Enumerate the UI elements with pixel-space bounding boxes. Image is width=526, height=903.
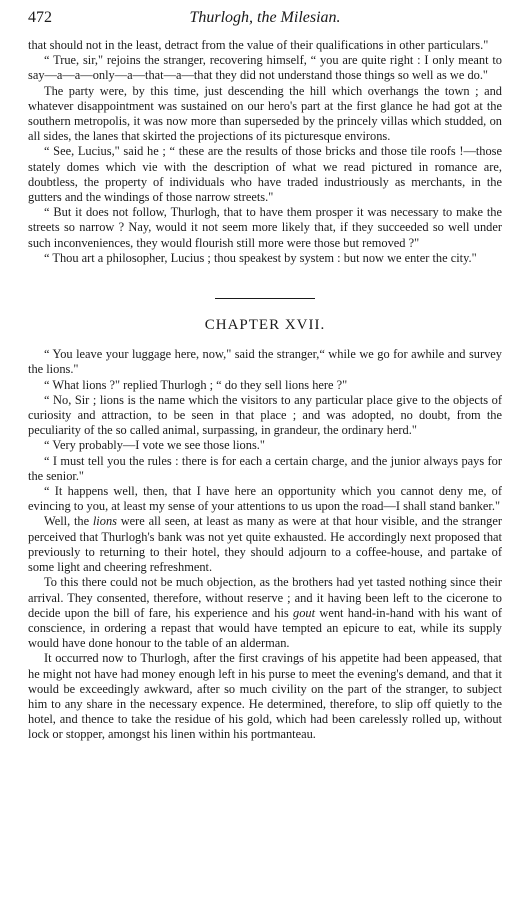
italic-word: gout <box>293 605 316 620</box>
text-span: Well, the <box>44 514 93 529</box>
paragraph: “ What lions ?" replied Thurlogh ; “ do they sell lions here ?" <box>44 377 348 392</box>
italic-word: lions <box>92 514 117 529</box>
paragraph <box>28 514 502 575</box>
page-number: 472 <box>28 9 52 26</box>
paragraph: “ Very probably—I vote we see those lions." <box>44 438 265 453</box>
chapter-text <box>28 347 502 742</box>
chapter-heading: CHAPTER XVII. <box>204 317 326 334</box>
text-span: were all seen, at least as many as were at that hour visible, and the stranger perceived that Thurlogh's bank was not yet quite exhausted. He accordingly next proposed that previously to returning to their hotel, they should adjourn to a coffee-house, and partake of some light and cheering refreshment. <box>28 514 502 575</box>
paragraph: “ It happens well, then, that I have here an opportunity which you cannot deny me, of evincing to you, at least my sense of your attentions to us upon the road—I shall stand banker." <box>28 484 502 514</box>
paragraph: “ But it does not follow, Thurlogh, that to have them prosper it was necessary to make the streets so narrow ? Nay, would it not seem more likely that, if they succeeded so well under such inconveniences, they would flourish still more were those but removed ?" <box>28 205 502 250</box>
paragraph: “ I must tell you the rules : there is for each a certain charge, and the junior always pays for the senior." <box>28 453 502 483</box>
paragraph: “ See, Lucius," said he ; “ these are the results of those bricks and those tile roofs !—those stately domes which vie with the description of what we read pictured in romance are, doubtless, the property of individuals who have traded industriously as merchants, in the gutters and the windings of those narrow streets." <box>28 144 502 205</box>
section-divider <box>28 288 502 306</box>
book-page <box>28 10 502 743</box>
paragraph: that should not in the least, detract from the value of their qualifications in other particulars." <box>28 38 489 52</box>
paragraph: “ Thou art a philosopher, Lucius ; thou speakest by system : but now we enter the city." <box>44 250 477 265</box>
text-span: To this there could not be much objection, as the brothers had yet tasted nothing since their arrival. They consented, therefore, without reserve ; and it having been left to the cicerone to decide upon the bill of fare, his experience and his <box>28 575 502 620</box>
text-span: went hand-in-hand with his want of conscience, in ordering a repast that would have tempted an epicure to eat, while its supply would have done honour to the table of an alderman. <box>28 605 502 651</box>
paragraph: It occurred now to Thurlogh, after the first cravings of his appetite had been appeased, that he might not have had money enough left in his purse to meet the evening's demand, and that it would be exceedingly awkward, after so much civility on the part of the stranger, to subject him to any share in the necessary expence. He determined, therefore, to slip off quietly to the hotel, and thence to take the residue of his gold, which had been carelessly rolled up, without lock or stopper, amongst his linen within his portmanteau. <box>28 651 502 742</box>
paragraph: “ True, sir," rejoins the stranger, recovering himself, “ you are quite right : I only meant to say—a—a—only—a—that—a—that they did not understand those things so well as we do." <box>28 53 502 83</box>
paragraph <box>28 575 502 651</box>
paragraph: “ No, Sir ; lions is the name which the visitors to any particular place give to the objects of curiosity and attraction, to be seen in that place ; and was adopted, no doubt, from the peculiarity of the so called animal, surpassing, in grandeur, the ordinary herd." <box>28 392 502 438</box>
paragraph: “ You leave your luggage here, now," said the stranger,“ while we go for awhile and survey the lions." <box>28 347 502 377</box>
paragraph: The party were, by this time, just descending the hill which overhangs the town ; and whatever disappointment was sustained on our hero's part at the first glance he had got at the southern metropolis, it was now more than superseded by the princely villas which studded, on all sides, the lanes that skirted the projections of its picturesque environs. <box>28 83 502 144</box>
running-head <box>28 10 502 32</box>
running-title: Thurlogh, the Milesian. <box>189 9 341 26</box>
previous-chapter-text <box>28 38 502 266</box>
